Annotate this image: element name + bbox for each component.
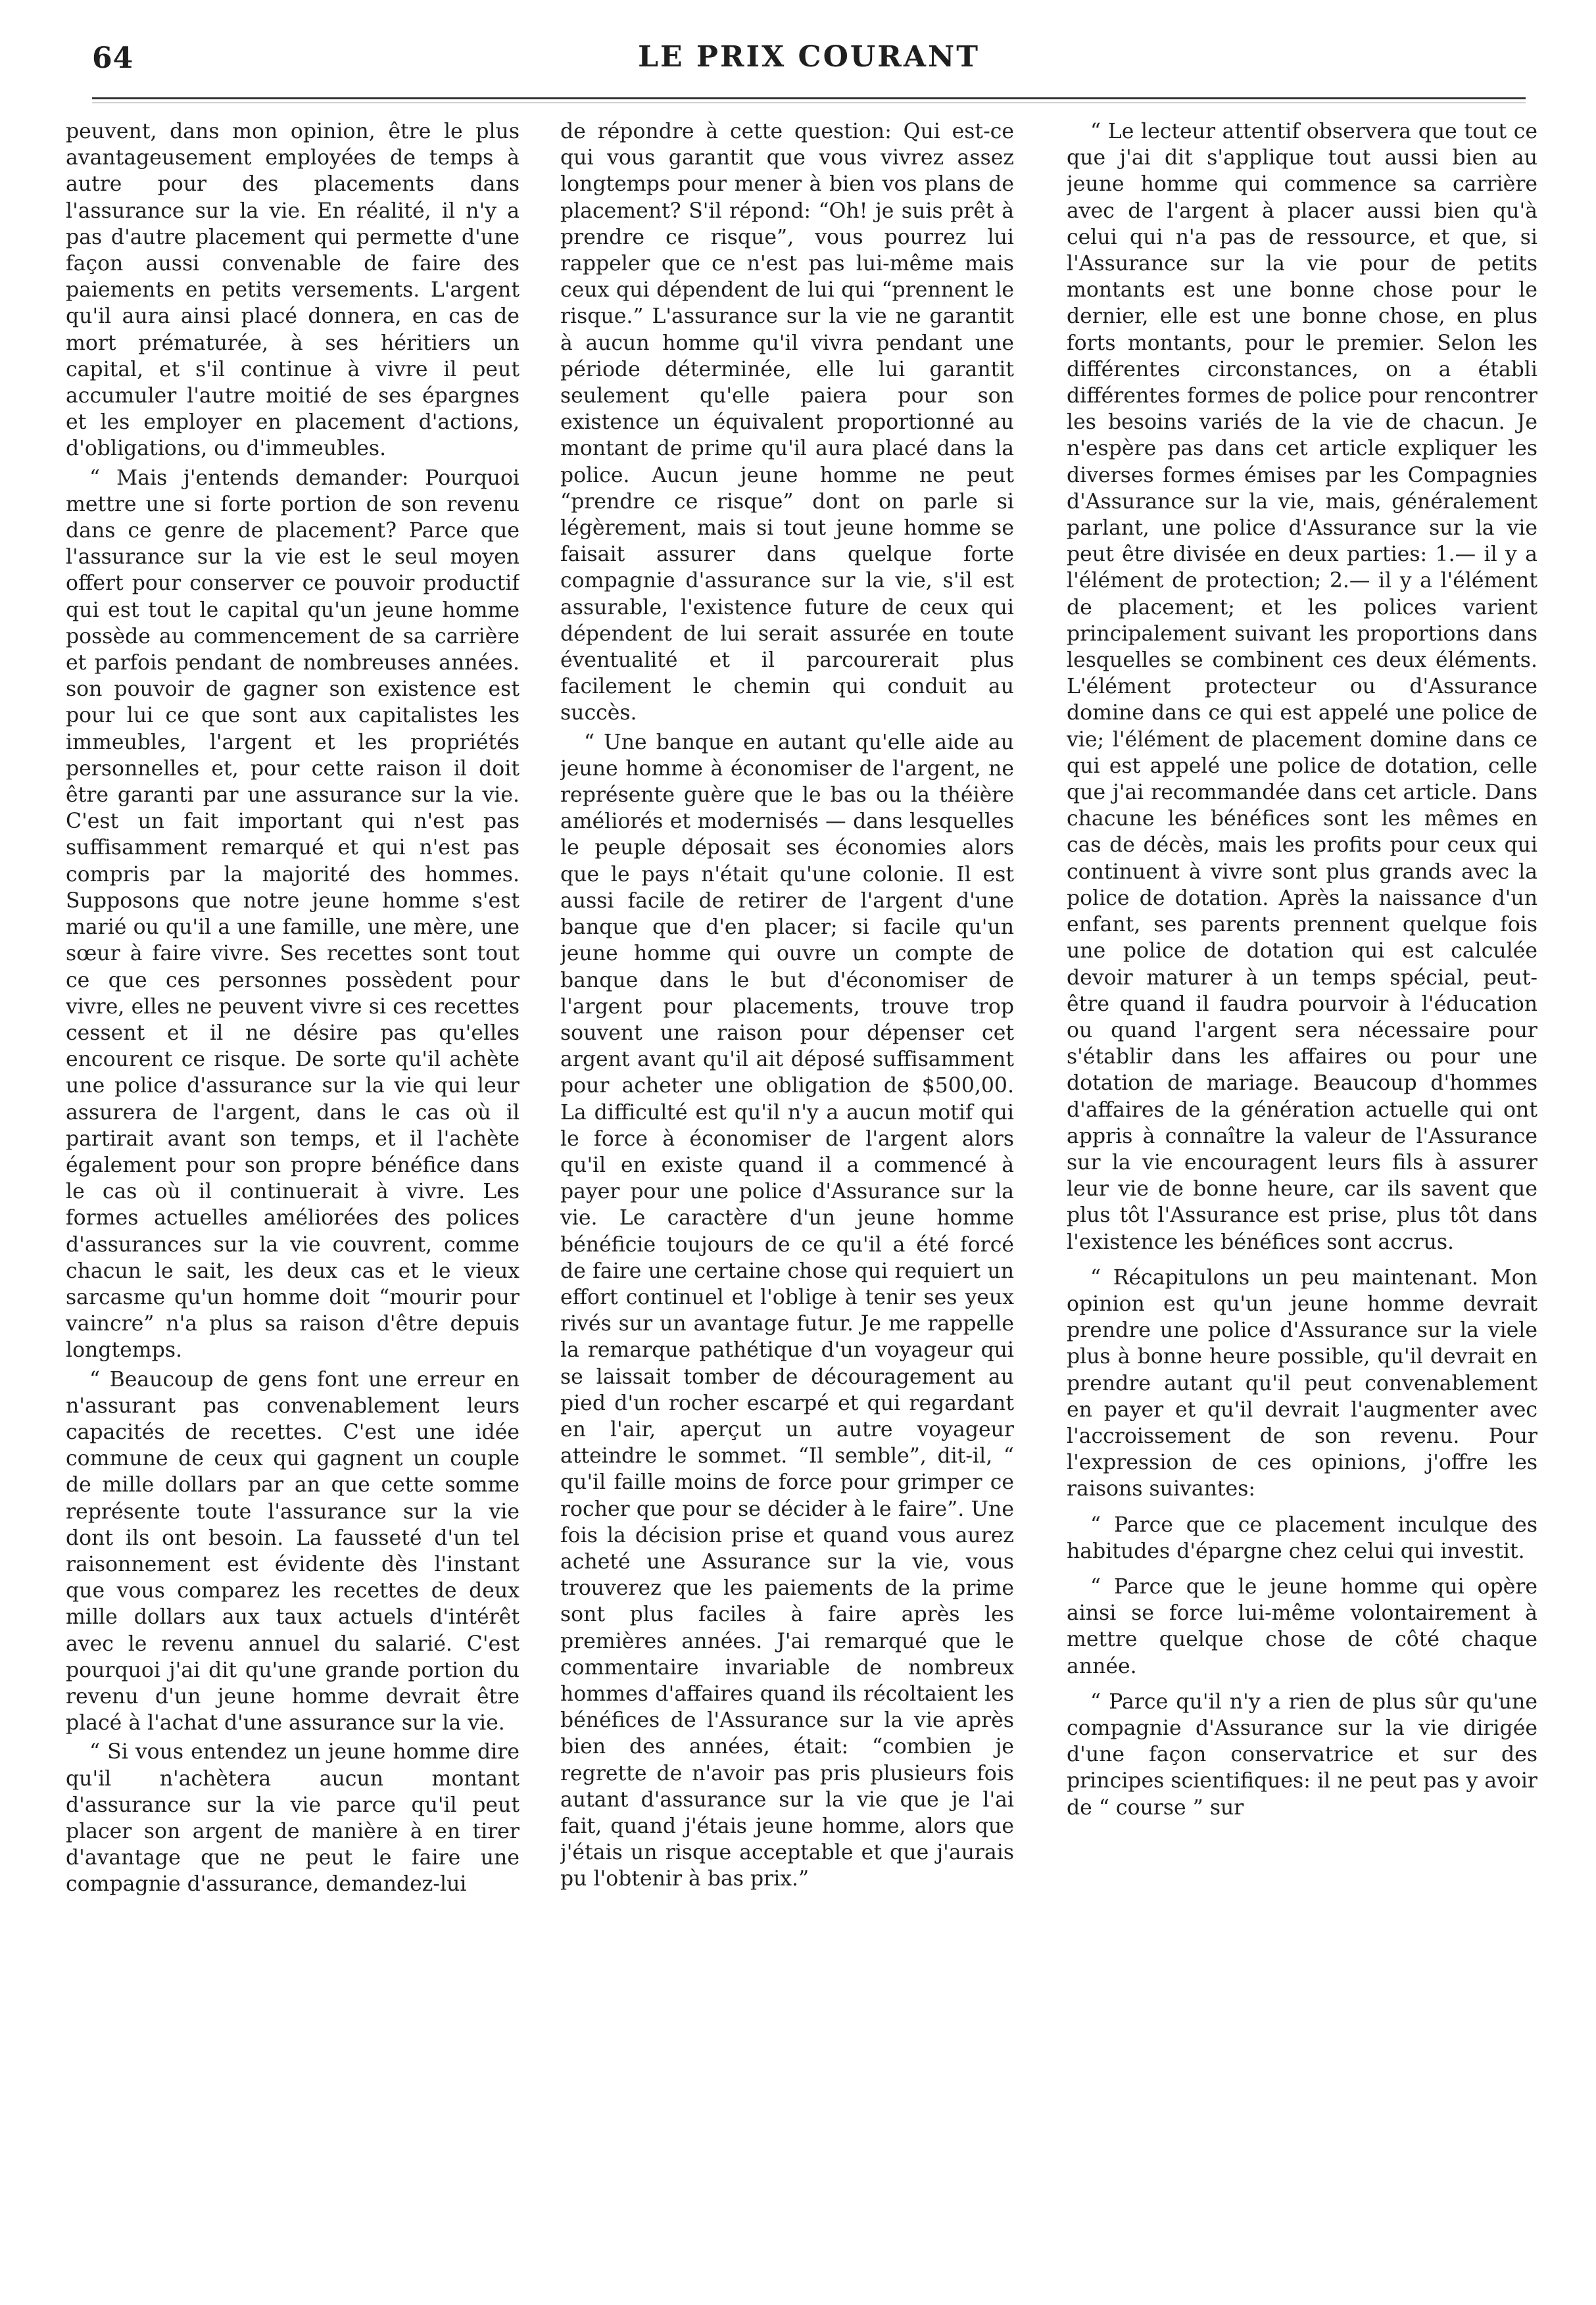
paragraph: “ Mais j'entends demander: Pourquoi mettre une si forte portion de son revenu dans ce genre de placement? Parce que l'assurance sur la vie est le seul moyen offert pour conserver ce pouvoir productif qui est tout le capital qu'un jeune homme possède au commencement de sa carrière et parfois pendant de nombreuses années. son pouvoir de gagner son existence est pour lui ce que sont aux capitalistes les immeubles, l'argent et les propriétés personnelles et, pour cette raison il doit être garanti par une assurance sur la vie. C'est un fait important qui n'est pas suffisamment remarqué et qui n'est pas compris par la majorité des hommes. Supposons que notre jeune homme s'est marié ou qu'il a une famille, une mère, une sœur à faire vivre. Ses recettes sont tout ce que ces personnes possèdent pour vivre, elles ne peuvent vivre si ces recettes cessent et il ne désire pas qu'elles encourent ce risque. De sorte qu'il achète une police d'assurance sur la vie qui leur assurera de l'argent, dans le cas où il partirait avant son temps, et il l'achète également pour son propre bénéfice dans le cas où il continuerait à vivre. Les formes actuelles améliorées des polices d'assurances sur la vie couvrent, comme chacun le sait, les deux cas et le vieux sarcasme qu'un homme doit “mourir pour vaincre” n'a plus sa raison d'être depuis longtemps. xyxy=(66,466,520,1363)
paragraph: “ Une banque en autant qu'elle aide au jeune homme à économiser de l'argent, ne représente guère que le bas ou la théière améliorés et modernisés — dans lesquelles le peuple déposait ses économies alors que le pays n'était qu'une colonie. Il est aussi facile de retirer de l'argent d'une banque que d'en placer; si facile qu'un jeune homme qui ouvre un compte de banque dans le but d'économiser de l'argent pour placements, trouve trop souvent une raison pour dépenser cet argent avant qu'il ait déposé suffisamment pour acheter une obligation de $500,00. La difficulté est qu'il n'y a aucun motif qui le force à économiser de l'argent alors qu'il en existe quand il a commencé à payer pour une police d'Assurance sur la vie. Le caractère d'un jeune homme bénéficie toujours de ce qu'il a été forcé de faire une certaine chose qui requiert un effort continuel et l'oblige à tenir ses yeux rivés sur un avantage futur. Je me rappelle la remarque pathétique d'un voyageur qui se laissait tomber de découragement au pied d'un rocher escarpé et qui regardant en l'air, aperçut un autre voyageur atteindre le sommet. “Il semble”, dit-il, “ qu'il faille moins de force pour grimper ce rocher que pour se décider à le faire”. Une fois la décision prise et quand vous aurez acheté une Assurance sur la vie, vous trouverez que les paiements de la prime sont plus faciles à faire après les premières années. J'ai remarqué que le commentaire invariable de nombreux hommes d'affaires quand ils récoltaient les bénéfices de l'Assurance sur la vie après bien des années, était: “combien je regrette de n'avoir pas pris plusieurs fois autant d'assurance sur la vie que je l'ai fait, quand j'étais jeune homme, alors que j'étais un risque acceptable et que j'aurais pu l'obtenir à bas prix.” xyxy=(560,730,1014,1891)
paragraph: “ Parce qu'il n'y a rien de plus sûr qu'une compagnie d'Assurance sur la vie dirigée d'une façon conservatrice et sur des principes scientifiques: il ne peut pas y avoir de “ course ” sur xyxy=(1067,1689,1537,1820)
paragraph: “ Récapitulons un peu maintenant. Mon opinion est qu'un jeune homme devrait prendre une police d'Assurance sur la viele plus à bonne heure possible, qu'il devrait en prendre autant qu'il peut convenablement en payer et qu'il devrait l'augmenter avec l'accroissement de son revenu. Pour l'expression de ces opinions, j'offre les raisons suivantes: xyxy=(1067,1265,1537,1501)
text-column-3 xyxy=(1067,118,1537,2269)
paragraph: “ Parce que ce placement inculque des habitudes d'épargne chez celui qui investit. xyxy=(1067,1513,1537,1563)
journal-title: LE PRIX COURANT xyxy=(638,40,980,74)
paragraph: “ Beaucoup de gens font une erreur en n'assurant pas convenablement leurs capacités de recettes. C'est une idée commune de ceux qui gagnent un couple de mille dollars par an que cette somme représente toute l'assurance sur la vie dont ils ont besoin. La fausseté d'un tel raisonnement est évidente dès l'instant que vous comparez les recettes de deux mille dollars aux taux actuels d'intérêt avec le revenu annuel du salarié. C'est pourquoi j'ai dit qu'une grande portion du revenu d'un jeune homme devrait être placé à l'achat d'une assurance sur la vie. xyxy=(66,1367,520,1735)
paragraph: “ Le lecteur attentif observera que tout ce que j'ai dit s'applique tout aussi bien au jeune homme qui commence sa carrière avec de l'argent à placer aussi bien qu'à celui qui n'a pas de ressource, et que, si l'Assurance sur la vie pour de petits montants est une bonne chose pour le dernier, elle est une bonne chose, en plus forts montants, pour le premier. Selon les différentes circonstances, on a établi différentes formes de police pour rencontrer les besoins variés de la vie de chacun. Je n'espère pas dans cet article expliquer les diverses formes émises par les Compagnies d'Assurance sur la vie, mais, généralement parlant, une police d'Assurance sur la vie peut être divisée en deux parties: 1.— il y a l'élément de protection; 2.— il y a l'élément de placement; et les polices varient principalement suivant les proportions dans lesquelles se combinent ces deux éléments. L'élément protecteur ou d'Assurance domine dans ce qui est appelé une police de vie; l'élément de placement domine dans ce qui est appelé une police de dotation, celle que j'ai recommandée dans cet article. Dans chacune les bénéfices sont les mêmes en cas de décès, mais les profits pour ceux qui continuent à vivre sont plus grands avec la police de dotation. Après la naissance d'un enfant, ses parents prennent quelque fois une police de dotation qui est calculée devoir maturer à un temps spécial, peut-être quand il faudra pourvoir à l'éducation ou quand l'argent sera nécessaire pour s'établir dans les affaires ou pour une dotation de mariage. Beaucoup d'hommes d'affaires de la génération actuelle qui ont appris à connaître la valeur de l'Assurance sur la vie encouragent leurs fils à assurer leur vie de bonne heure, car ils savent que plus tôt l'Assurance est prise, plus tôt dans l'existence les bénéfices sont accrus. xyxy=(1067,120,1537,1254)
text-column-1 xyxy=(66,118,520,2269)
header-rule xyxy=(92,97,1526,99)
page-number: 64 xyxy=(92,41,134,75)
text-column-2 xyxy=(560,118,1014,2269)
paragraph: “ Si vous entendez un jeune homme dire qu'il n'achètera aucun montant d'assurance sur la vie parce qu'il peut placer son argent de manière à en tirer d'avantage que ne peut le faire une compagnie d'assurance, demandez-lui xyxy=(66,1740,520,1897)
paragraph: de répondre à cette question: Qui est-ce qui vous garantit que vous vivrez assez longtemps pour mener à bien vos plans de placement? S'il répond: “Oh! je suis prêt à prendre ce risque”, vous pourrez lui rappeler que ce n'est pas lui-même mais ceux qui dépendent de lui qui “prennent le risque.” L'assurance sur la vie ne garantit à aucun homme qu'il vivra pendant une période déterminée, elle lui garantit seulement qu'elle paiera pour son existence un équivalent proportionné au montant de prime qu'il aura placé dans la police. Aucun jeune homme ne peut “prendre ce risque” dont on parle si légèrement, mais si tout jeune homme se faisait assurer dans quelque forte compagnie d'assurance sur la vie, s'il est assurable, l'existence future de ceux qui dépendent de lui serait assurée en toute éventualité et il parcourerait plus facilement le chemin qui conduit au succès. xyxy=(560,120,1014,725)
page-header xyxy=(92,36,1526,82)
paragraph: “ Parce que le jeune homme qui opère ainsi se force lui-même volontairement à mettre quelque chose de côté chaque année. xyxy=(1067,1574,1537,1678)
paragraph: peuvent, dans mon opinion, être le plus avantageusement employées de temps à autre pour des placements dans l'assurance sur la vie. En réalité, il n'y a pas d'autre placement qui permette d'une façon aussi convenable de faire des paiements en petits versements. L'argent qu'il aura ainsi placé donnera, en cas de mort prématurée, à ses héritiers un capital, et s'il continue à vivre il peut accumuler l'autre moitié de ses épargnes et les employer en placement d'actions, d'obligations, ou d'immeubles. xyxy=(66,120,520,461)
